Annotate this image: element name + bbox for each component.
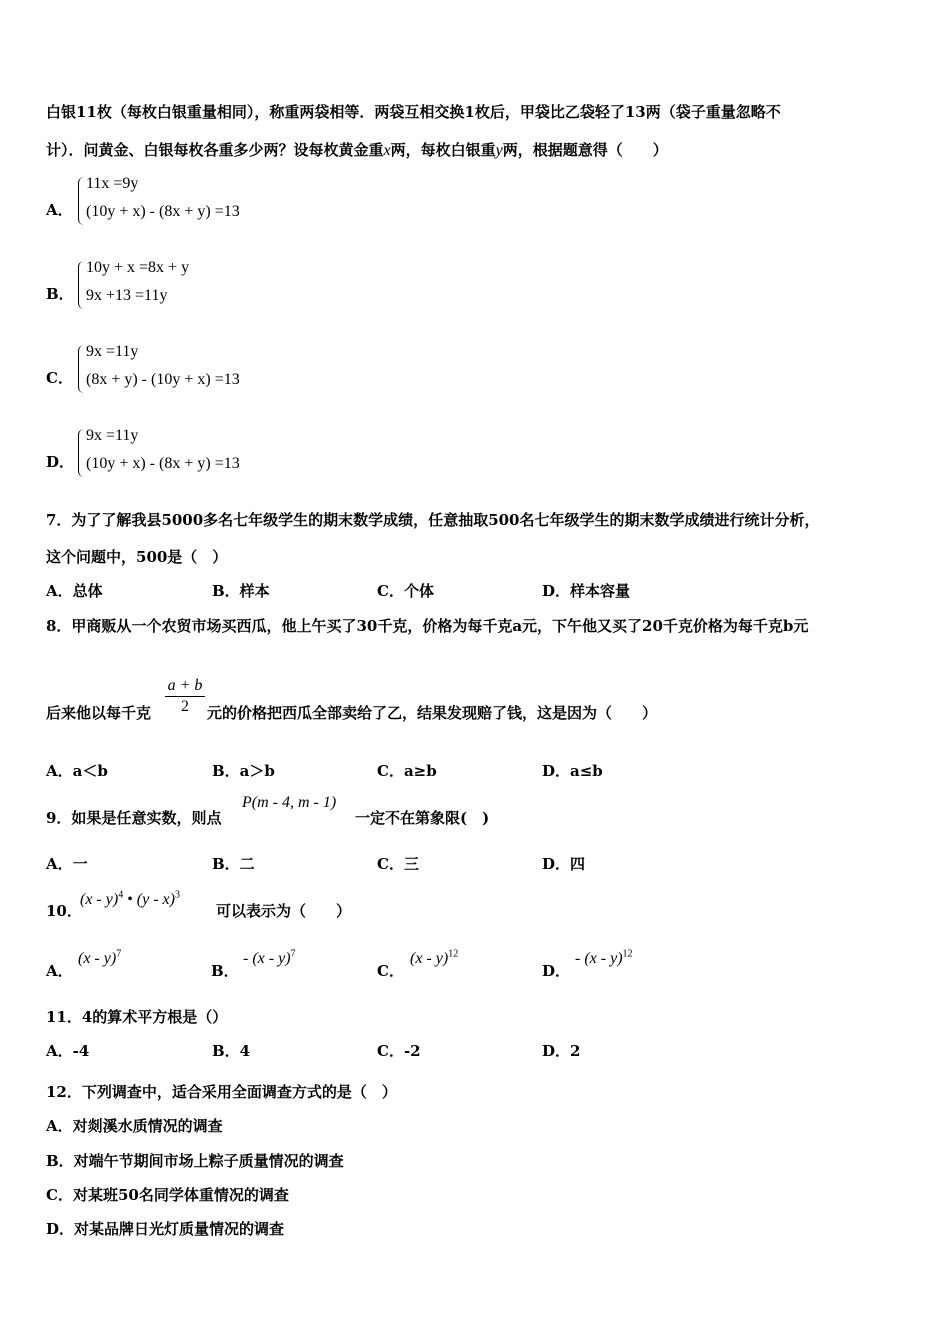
q6-option-c-eq2: (8x + y) - (10y + x) =13 [86,371,240,388]
q9-point [242,794,336,812]
q8-option-d[interactable]: D．a≤b [542,762,603,780]
q6-option-d-label: D． [46,453,75,471]
q10-option-b-expr [243,950,296,968]
q12-text: 12．下列调查中，适合采用全面调查方式的是（ ） [46,1083,397,1101]
q6-line-2 [46,140,668,161]
q9-text-a: 9．如果是任意实数，则点 [46,809,222,827]
q11-option-a[interactable]: A．-4 [46,1042,90,1060]
q6-var-x: x [383,142,391,159]
q8-fraction-denominator: 2 [181,698,189,715]
q6-option-a-eq2: (10y + x) - (8x + y) =13 [86,203,240,220]
q12-option-d[interactable]: D．对某品牌日光灯质量情况的调查 [46,1220,285,1238]
q7-option-a[interactable]: A．总体 [46,582,103,600]
q10-option-a-expr [78,950,121,968]
q7-line-1: 7．为了了解我县5000多名七年级学生的期末数学成绩，任意抽取500名七年级学生的期末数学成绩进行统计分析， [46,511,820,529]
q6-option-b-eq2: 9x +13 =11y [86,287,168,304]
q6-option-b-eq1: 10y + x =8x + y [86,259,190,276]
q10-exp-a: 4 [118,889,124,901]
q10-suffix: 可以表示为（ ） [216,902,352,920]
q7-line-2: 这个问题中，500是（ ） [46,548,228,566]
brace-icon [78,177,85,225]
q6-line-2-part-a: 计）．问黄金、白银每枚各重多少两？设每枚黄金重 [46,141,384,159]
q10-expr-b: (y - x) [136,891,175,908]
q8-option-c[interactable]: C．a≥b [377,762,437,780]
q10-option-a-base: (x - y) [78,950,117,967]
dot-icon: • [127,891,133,908]
q8-option-b[interactable]: B．a＞b [212,762,275,780]
q8-line-2-part-a: 后来他以每千克 [46,704,152,722]
q11-text: 11．4的算术平方根是（） [46,1008,228,1026]
q6-option-b-label: B． [46,285,74,303]
q12-option-c[interactable]: C．对某班50名同学体重情况的调查 [46,1186,289,1204]
q10-option-d-exp: 12 [622,948,633,960]
brace-icon [78,345,85,393]
q10-prefix: 10． [46,902,82,920]
q9-option-c[interactable]: C．三 [377,855,419,873]
q6-option-c-eq1: 9x =11y [86,343,139,360]
q6-line-1: 白银11枚（每枚白银重量相同），称重两袋相等．两袋互相交换1枚后，甲袋比乙袋轻了13两（袋子重量忽略不 [46,103,781,121]
q9-point-expr: P(m - 4, m - 1) [242,794,337,811]
q7-option-c[interactable]: C．个体 [377,582,434,600]
q7-option-d[interactable]: D．样本容量 [542,582,631,600]
q7-option-b[interactable]: B．样本 [212,582,270,600]
q10-option-d-label[interactable]: D． [542,962,571,980]
q10-option-c-base: (x - y) [410,950,449,967]
q10-expr-a: (x - y) [80,891,119,908]
q6-option-c-label: C． [46,369,73,387]
q9-option-a[interactable]: A．一 [46,855,88,873]
q8-line-2-part-b: 元的价格把西瓜全部卖给了乙，结果发现赔了钱，这是因为（ ） [207,704,658,722]
q9-options [46,854,906,874]
q10-option-d-base: - (x - y) [575,950,623,967]
q9-option-b[interactable]: B．二 [212,855,255,873]
q8-fraction [165,677,205,716]
q10-option-c-expr [410,950,458,968]
q8-option-a[interactable]: A．a＜b [46,762,108,780]
q7-options [46,581,906,601]
brace-icon [78,429,85,477]
q11-options [46,1041,906,1061]
q6-var-y: y [495,142,503,159]
q6-option-a-eq1: 11x =9y [86,175,139,192]
q11-option-c[interactable]: C．-2 [377,1042,421,1060]
q12-option-b[interactable]: B．对端午节期间市场上粽子质量情况的调查 [46,1152,344,1170]
q9-text-b: 一定不在第象限( ) [355,809,490,827]
q10-option-a-label[interactable]: A． [46,962,73,980]
q11-option-b[interactable]: B．4 [212,1042,251,1060]
q9-option-d[interactable]: D．四 [542,855,586,873]
q8-fraction-numerator: a + b [167,677,203,694]
q10-expression [80,891,180,909]
q10-option-b-exp: 7 [290,948,296,960]
q6-option-a-label: A． [46,201,73,219]
q10-exp-b: 3 [174,889,180,901]
q10-option-b-base: - (x - y) [243,950,291,967]
q10-option-a-exp: 7 [116,948,122,960]
fraction-bar [165,696,205,697]
q11-option-d[interactable]: D．2 [542,1042,581,1060]
q6-line-2-part-c: 两，根据题意得（ ） [502,141,668,159]
q12-option-a[interactable]: A．对剡溪水质情况的调查 [46,1117,223,1135]
q8-options [46,761,906,781]
q8-line-1: 8．甲商贩从一个农贸市场买西瓜，他上午买了30千克，价格为每千克a元，下午他又买了20千克价格为每千克b元 [46,617,809,635]
brace-icon [78,261,85,309]
q10-option-c-label[interactable]: C． [377,962,404,980]
q6-option-d-eq1: 9x =11y [86,427,139,444]
q6-line-2-part-b: 两，每枚白银重 [390,141,496,159]
q10-option-b-label[interactable]: B． [211,962,239,980]
q6-option-d-eq2: (10y + x) - (8x + y) =13 [86,455,240,472]
q10-option-d-expr [575,950,633,968]
q10-option-c-exp: 12 [448,948,459,960]
